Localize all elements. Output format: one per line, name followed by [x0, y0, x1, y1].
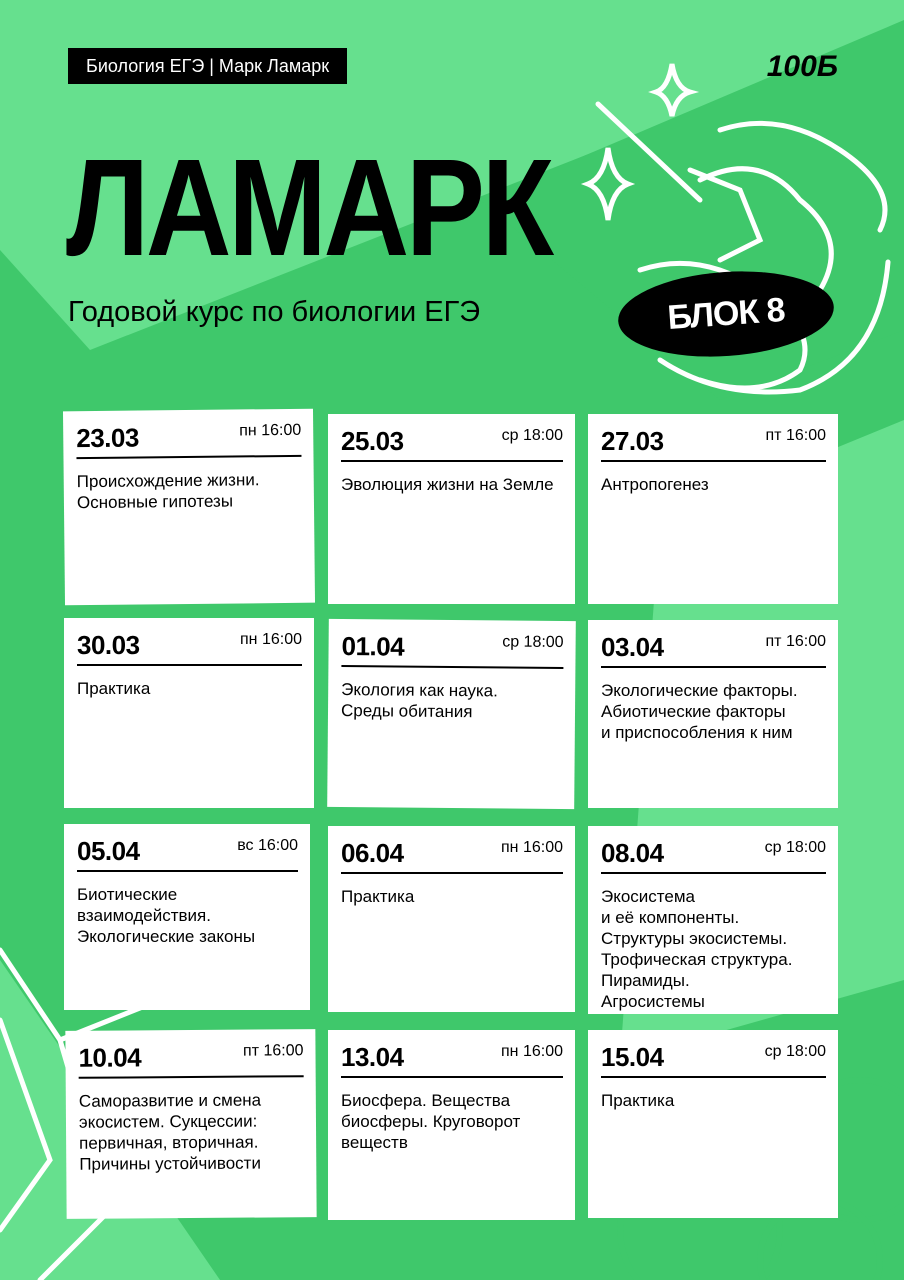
- card-topic: Происхождение жизни. Основные гипотезы: [76, 470, 260, 513]
- course-tag: Биология ЕГЭ | Марк Ламарк: [68, 48, 347, 84]
- card-topic: Эволюция жизни на Земле: [341, 475, 554, 494]
- schedule-card: [588, 1030, 838, 1218]
- card-header: [341, 631, 563, 669]
- card-topic: Практика: [77, 679, 151, 698]
- brand-logo: 100Б: [766, 50, 838, 83]
- schedule-card: [64, 618, 314, 808]
- card-date: 01.04: [341, 631, 405, 662]
- card-header: [601, 838, 826, 874]
- card-date: 30.03: [77, 630, 140, 660]
- schedule-card: [588, 620, 838, 808]
- card-topic: Биосфера. Вещества биосферы. Круговорот веществ: [341, 1091, 521, 1152]
- card-date: 06.04: [341, 838, 404, 868]
- schedule-card: [327, 619, 576, 809]
- card-topic: Экология как наука. Среды обитания: [340, 680, 498, 722]
- card-time: ср 18:00: [501, 427, 563, 444]
- card-header: [78, 1041, 303, 1079]
- card-header: [76, 421, 301, 459]
- card-topic: Практика: [601, 1091, 675, 1110]
- card-topic: Экологические факторы. Абиотические факторы и приспособления к ним: [601, 681, 798, 742]
- card-date: 05.04: [77, 836, 140, 866]
- card-date: 15.04: [601, 1042, 664, 1072]
- schedule-card: [328, 826, 575, 1012]
- card-date: 10.04: [78, 1042, 142, 1073]
- card-header: [77, 836, 298, 872]
- card-topic: Практика: [341, 887, 415, 906]
- card-time: пн 16:00: [239, 421, 302, 440]
- card-topic: Антропогенез: [601, 475, 709, 494]
- card-time: ср 18:00: [764, 1043, 826, 1060]
- card-header: [341, 1042, 563, 1078]
- card-topic: Экосистема и её компоненты. Структуры экосистемы. Трофическая структура. Пирамиды. Агросистемы: [601, 887, 793, 1011]
- schedule-card: [64, 824, 310, 1010]
- card-date: 08.04: [601, 838, 664, 868]
- card-date: 23.03: [76, 422, 140, 454]
- card-time: ср 18:00: [764, 839, 826, 856]
- card-date: 03.04: [601, 632, 664, 662]
- schedule-card: [328, 414, 575, 604]
- card-time: ср 18:00: [502, 633, 564, 651]
- card-header: [601, 426, 826, 462]
- card-topic: Саморазвитие и смена экосистем. Сукцессии: первичная, вторичная. Причины устойчивости: [78, 1090, 262, 1174]
- schedule-card: [588, 414, 838, 604]
- card-header: [601, 632, 826, 668]
- card-time: пт 16:00: [765, 633, 826, 650]
- card-header: [341, 838, 563, 874]
- schedule-card: [63, 409, 315, 606]
- card-time: вс 16:00: [237, 837, 298, 854]
- card-time: пт 16:00: [765, 427, 826, 444]
- card-time: пн 16:00: [240, 631, 302, 648]
- block-badge: БЛОК 8: [615, 265, 836, 364]
- card-topic: Биотические взаимодействия. Экологические законы: [77, 885, 256, 946]
- card-header: [77, 630, 302, 666]
- card-header: [601, 1042, 826, 1078]
- schedule-card: [328, 1030, 575, 1220]
- card-time: пт 16:00: [242, 1042, 304, 1060]
- schedule-card: [65, 1029, 316, 1219]
- card-time: пн 16:00: [501, 839, 563, 856]
- card-time: пн 16:00: [501, 1043, 563, 1060]
- page-subtitle: Годовой курс по биологии ЕГЭ: [68, 296, 481, 328]
- card-header: [341, 426, 563, 462]
- card-date: 25.03: [341, 426, 404, 456]
- page-title: ЛАМАРК: [66, 131, 551, 285]
- schedule-card: [588, 826, 838, 1014]
- card-date: 27.03: [601, 426, 664, 456]
- card-date: 13.04: [341, 1042, 404, 1072]
